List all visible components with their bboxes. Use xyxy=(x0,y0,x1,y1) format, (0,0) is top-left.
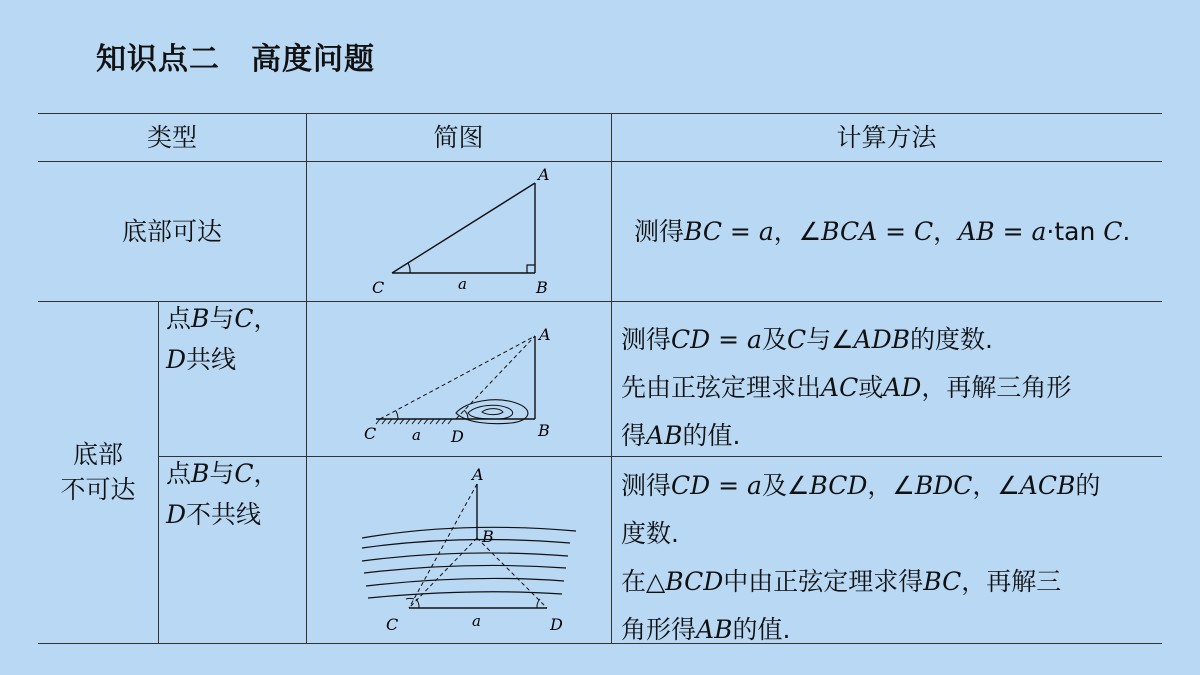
header-method: 计算方法 xyxy=(836,123,937,152)
group-type xyxy=(38,301,158,643)
label-A: A xyxy=(539,325,551,344)
label-C: C xyxy=(364,424,377,443)
subcol-divider xyxy=(158,301,159,643)
label-B: B xyxy=(538,421,550,440)
row3-figure xyxy=(306,456,611,643)
non-collinear-diagram xyxy=(306,456,611,643)
group-type-line1: 底部 xyxy=(72,440,123,469)
label-D: D xyxy=(451,427,464,446)
row1-method: 测得BC = a，∠BCA = C，AB = a·tan C. xyxy=(634,216,1131,246)
label-B: B xyxy=(536,278,548,297)
collinear-diagram xyxy=(306,301,611,456)
header-type: 类型 xyxy=(146,123,197,152)
label-A: A xyxy=(472,465,484,484)
row1-type: 底部可达 xyxy=(121,216,222,246)
label-D: D xyxy=(550,615,563,634)
right-triangle-diagram xyxy=(306,161,611,301)
row2-subtype: 点B与C， D共线 xyxy=(166,304,279,374)
col-divider-2 xyxy=(611,114,612,643)
label-a: a xyxy=(458,275,467,293)
row3-subtype: 点B与C， D不共线 xyxy=(166,459,279,529)
group-type-line2: 不可达 xyxy=(60,475,136,504)
row2-figure xyxy=(306,301,611,456)
label-a: a xyxy=(412,426,421,444)
header-figure: 简图 xyxy=(433,123,484,152)
label-B: B xyxy=(482,527,494,546)
label-a: a xyxy=(472,612,481,630)
row2-method: 测得CD = a及C与∠ADB的度数. 先由正弦定理求出AC或AD，再解三角形 得AB的值. xyxy=(621,325,1072,450)
label-C: C xyxy=(386,615,399,634)
row3-method: 测得CD = a及∠BCD，∠BDC，∠ACB的 度数. 在△BCD中由正弦定理求得BC，再解三 角形得AB的值. xyxy=(621,471,1101,644)
height-problem-table xyxy=(38,113,1162,644)
label-C: C xyxy=(372,278,385,297)
label-A: A xyxy=(538,165,550,184)
page-title: 知识点二 高度问题 xyxy=(96,42,375,77)
row1-figure xyxy=(306,161,611,301)
